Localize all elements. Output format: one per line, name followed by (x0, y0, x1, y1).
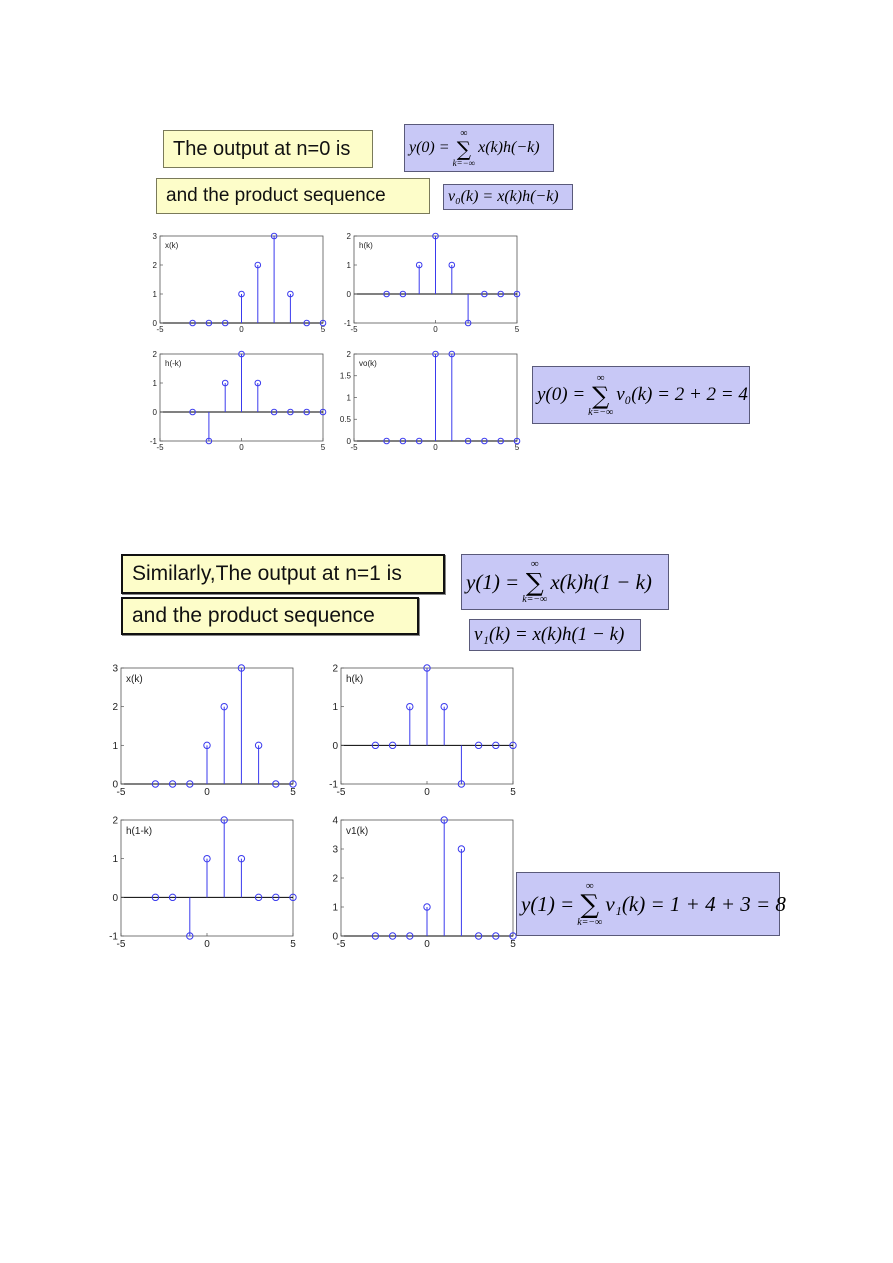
y-tick-label: -1 (149, 436, 157, 446)
y-tick-label: -1 (343, 318, 351, 328)
y-tick-label: 0 (332, 931, 338, 943)
sum-symbol: ∑ (592, 381, 610, 410)
x-tick-label: 5 (290, 939, 296, 950)
x-tick-label: 5 (320, 443, 326, 452)
x-tick-label: 0 (239, 443, 244, 452)
stem-plot-h-1-minus-k (100, 810, 300, 952)
y-tick-label: 1 (346, 393, 351, 403)
sum-upper-limit: ∞ (460, 127, 468, 139)
formula-rhs: v₀(k) = 2 + 2 = 4 (616, 384, 748, 405)
sum-symbol: ∑ (580, 889, 600, 920)
plot-label: h(1-k) (126, 826, 153, 837)
y-tick-label: 1 (332, 902, 338, 914)
x-tick-label: 5 (290, 787, 296, 798)
sum-upper-limit: ∞ (596, 371, 605, 384)
plot-label: vo(k) (359, 359, 377, 368)
y-tick-label: 2 (346, 349, 351, 359)
plot-label: h(k) (359, 241, 373, 250)
sum-lower-limit: k=−∞ (522, 594, 548, 605)
y-tick-label: 2 (332, 873, 338, 885)
y-tick-label: 3 (112, 663, 118, 675)
formula-y1 (461, 554, 669, 610)
y-tick-label: 0 (112, 892, 118, 904)
sum-lower-limit: k=−∞ (588, 406, 614, 418)
x-tick-label: 5 (514, 443, 520, 452)
y-tick-label: 1.5 (339, 371, 351, 381)
x-tick-label: 5 (510, 787, 516, 798)
plot-label: h(k) (346, 674, 364, 685)
y-tick-label: 0 (332, 740, 338, 752)
formula-result-y1 (516, 872, 786, 936)
y-tick-label: -1 (329, 779, 338, 791)
x-tick-label: 0 (204, 939, 210, 950)
plot-label: v1(k) (346, 826, 369, 837)
y-tick-label: 0.5 (339, 415, 351, 425)
y-tick-label: 0 (346, 289, 351, 299)
formula-lhs: y(0) = (409, 139, 450, 156)
plot-label: x(k) (165, 241, 179, 250)
stem-plot-h-minus-k (140, 344, 330, 454)
sum-lower-limit: k=−∞ (452, 157, 476, 168)
y-tick-label: 1 (152, 378, 157, 388)
x-tick-label: -5 (156, 443, 164, 452)
y-tick-label: 2 (152, 349, 157, 359)
sum-upper-limit: ∞ (585, 879, 594, 892)
plot-label: x(k) (126, 674, 143, 685)
formula-lhs: y(0) = (537, 384, 586, 405)
x-tick-label: -5 (350, 443, 358, 452)
formula-v0: v₀(k) = x(k)h(−k) (443, 184, 573, 210)
y-tick-label: 1 (332, 702, 338, 714)
sigma-symbol (588, 373, 613, 418)
stem-plot-v1-k (320, 810, 520, 952)
formula-lhs: y(1) = (521, 891, 575, 916)
x-tick-label: -5 (116, 787, 126, 798)
x-tick-label: 5 (514, 325, 520, 334)
note-product-sequence-1: and the product sequence (156, 178, 430, 214)
formula-rhs: x(k)h(1 − k) (550, 569, 652, 594)
sum-symbol: ∑ (456, 136, 471, 161)
y-tick-label: 0 (152, 318, 157, 328)
x-tick-label: 0 (424, 939, 430, 950)
sigma-symbol (453, 129, 476, 168)
stem-plot-v0-k (334, 344, 524, 454)
y-tick-label: 1 (346, 260, 351, 270)
y-tick-label: 3 (152, 231, 157, 241)
y-tick-label: 1 (112, 740, 118, 752)
x-tick-label: -5 (350, 325, 358, 334)
formula-y0 (404, 124, 554, 172)
x-tick-label: 0 (424, 787, 430, 798)
sum-upper-limit: ∞ (530, 558, 539, 570)
x-tick-label: -5 (116, 939, 126, 950)
y-tick-label: 2 (112, 815, 118, 827)
plot-label: h(-k) (165, 359, 182, 368)
y-tick-label: 3 (332, 844, 338, 856)
formula-lhs: y(1) = (466, 569, 520, 594)
stem-plot-h-k-2 (320, 658, 520, 800)
x-tick-label: 0 (239, 325, 244, 334)
note-product-sequence-2: and the product sequence (121, 597, 419, 635)
y-tick-label: 2 (112, 702, 118, 714)
x-tick-label: -5 (336, 787, 346, 798)
sum-symbol: ∑ (525, 568, 544, 597)
x-tick-label: 0 (433, 325, 438, 334)
note-output-n1: Similarly,The output at n=1 is (121, 554, 445, 594)
y-tick-label: 1 (112, 854, 118, 866)
formula-rhs: v₁(k) = 1 + 4 + 3 = 8 (605, 891, 786, 916)
y-tick-label: 2 (332, 663, 338, 675)
y-tick-label: 0 (346, 436, 351, 446)
stem-plot-x-k-2 (100, 658, 300, 800)
stem-plot-h-k-1 (334, 226, 524, 336)
y-tick-label: 4 (332, 815, 338, 827)
y-tick-label: 1 (152, 289, 157, 299)
sigma-symbol (577, 881, 602, 928)
stem-plot-x-k-1 (140, 226, 330, 336)
formula-v1: v₁(k) = x(k)h(1 − k) (469, 619, 641, 651)
x-tick-label: 5 (320, 325, 326, 334)
y-tick-label: 2 (346, 231, 351, 241)
y-tick-label: -1 (109, 931, 118, 943)
x-tick-label: 0 (433, 443, 438, 452)
formula-rhs: x(k)h(−k) (478, 139, 540, 156)
y-tick-label: 2 (152, 260, 157, 270)
x-tick-label: 5 (510, 939, 516, 950)
x-tick-label: -5 (156, 325, 164, 334)
note-output-n0: The output at n=0 is (163, 130, 373, 168)
x-tick-label: 0 (204, 787, 210, 798)
y-tick-label: 0 (112, 779, 118, 791)
sigma-symbol (522, 559, 547, 605)
x-tick-label: -5 (336, 939, 346, 950)
y-tick-label: 0 (152, 407, 157, 417)
formula-result-y0 (532, 366, 750, 424)
sum-lower-limit: k=−∞ (577, 916, 603, 928)
